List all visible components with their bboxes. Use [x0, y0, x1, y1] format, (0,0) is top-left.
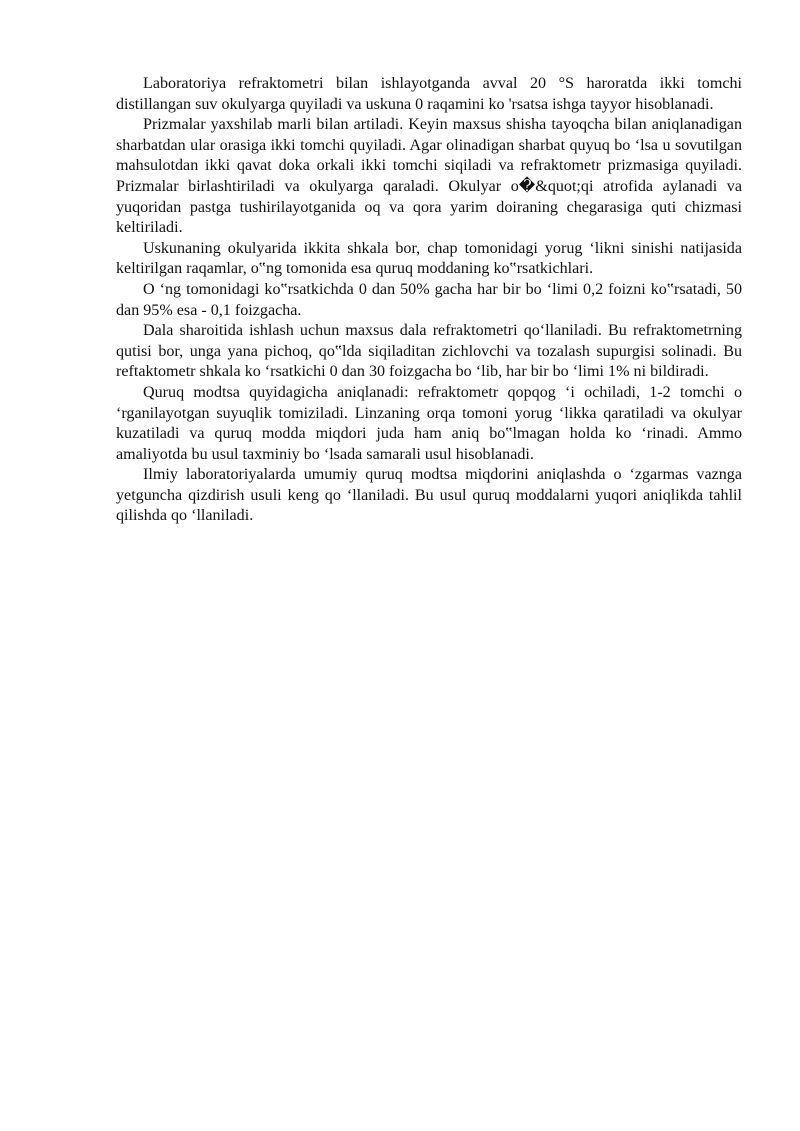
paragraph-eyepiece-scales: Uskunaning okulyarida ikkita shkala bor, chap tomonidagi yorug ‘likni sinishi natijasida keltirilgan raqamlar, o‟ng tomonida esa quruq moddaning ko‟rsatkichlari.	[116, 239, 742, 278]
paragraph-dry-matter-method: Quruq modtsa quyidagicha aniqlanadi: refraktometr qopqog ‘i ochiladi, 1-2 tomchi o ‘rganilayotgan suyuqlik tomiziladi. Linzaning orqa tomoni yorug ‘likka qaratiladi va okulyar kuzatiladi va quruq modda miqdori juda ham aniq bo‟lmagan holda ko ‘rinadi. Ammo amaliyotda bu usul taxminiy bo ‘lsada samarali usul hisoblanadi.	[116, 383, 742, 463]
paragraph-refractometer-preparation: Laboratoriya refraktometri bilan ishlayotganda avval 20 °S haroratda ikki tomchi distillangan suv okulyarga quyiladi va uskuna 0 raqamini ko 'rsatsa ishga tayyor hisoblanadi.	[116, 75, 742, 113]
paragraph-laboratory-drying-method: Ilmiy laboratoriyalarda umumiy quruq modtsa miqdorini aniqlashda o ‘zgarmas vaznga yetguncha qizdirish usuli keng qo ‘llaniladi. Bu usul quruq moddalarni yuqori aniqlikda tahlil qilishda qo ‘llaniladi.	[116, 466, 742, 525]
document-body	[116, 74, 742, 527]
paragraph-prism-procedure: Prizmalar yaxshilab marli bilan artiladi. Keyin maxsus shisha tayoqcha bilan aniqlanadigan sharbatdan ular orasiga ikki tomchi quyiladi. Agar olinadigan sharbat quyuq bo ‘lsa u sovutilgan mahsulotdan ikki qavat doka orkali ikki tomchi siqiladi va refraktometr prizmasiga quyiladi. Prizmalar birlashtiriladi va okulyarga qaraladi. Okulyar o�&quot;qi atrofida aylanadi va yuqoridan pastga tushirilayotganida oq va qora yarim doiraning chegarasiga quti chizmasi keltiriladi.	[116, 116, 742, 237]
paragraph-field-refractometer: Dala sharoitida ishlash uchun maxsus dala refraktometri qo‘llaniladi. Bu refraktometrning qutisi bor, unga yana pichoq, qo‟lda siqiladitan zichlovchi va tozalash supurgisi solinadi. Bu reftaktometr shkala ko ‘rsatkichi 0 dan 30 foizgacha bo ‘lib, har bir bo ‘limi 1% ni bildiradi.	[116, 322, 742, 381]
paragraph-scale-divisions: O ‘ng tomonidagi ko‟rsatkichda 0 dan 50% gacha har bir bo ‘limi 0,2 foizni ko‟rsatadi, 50 dan 95% esa - 0,1 foizgacha.	[116, 280, 742, 319]
